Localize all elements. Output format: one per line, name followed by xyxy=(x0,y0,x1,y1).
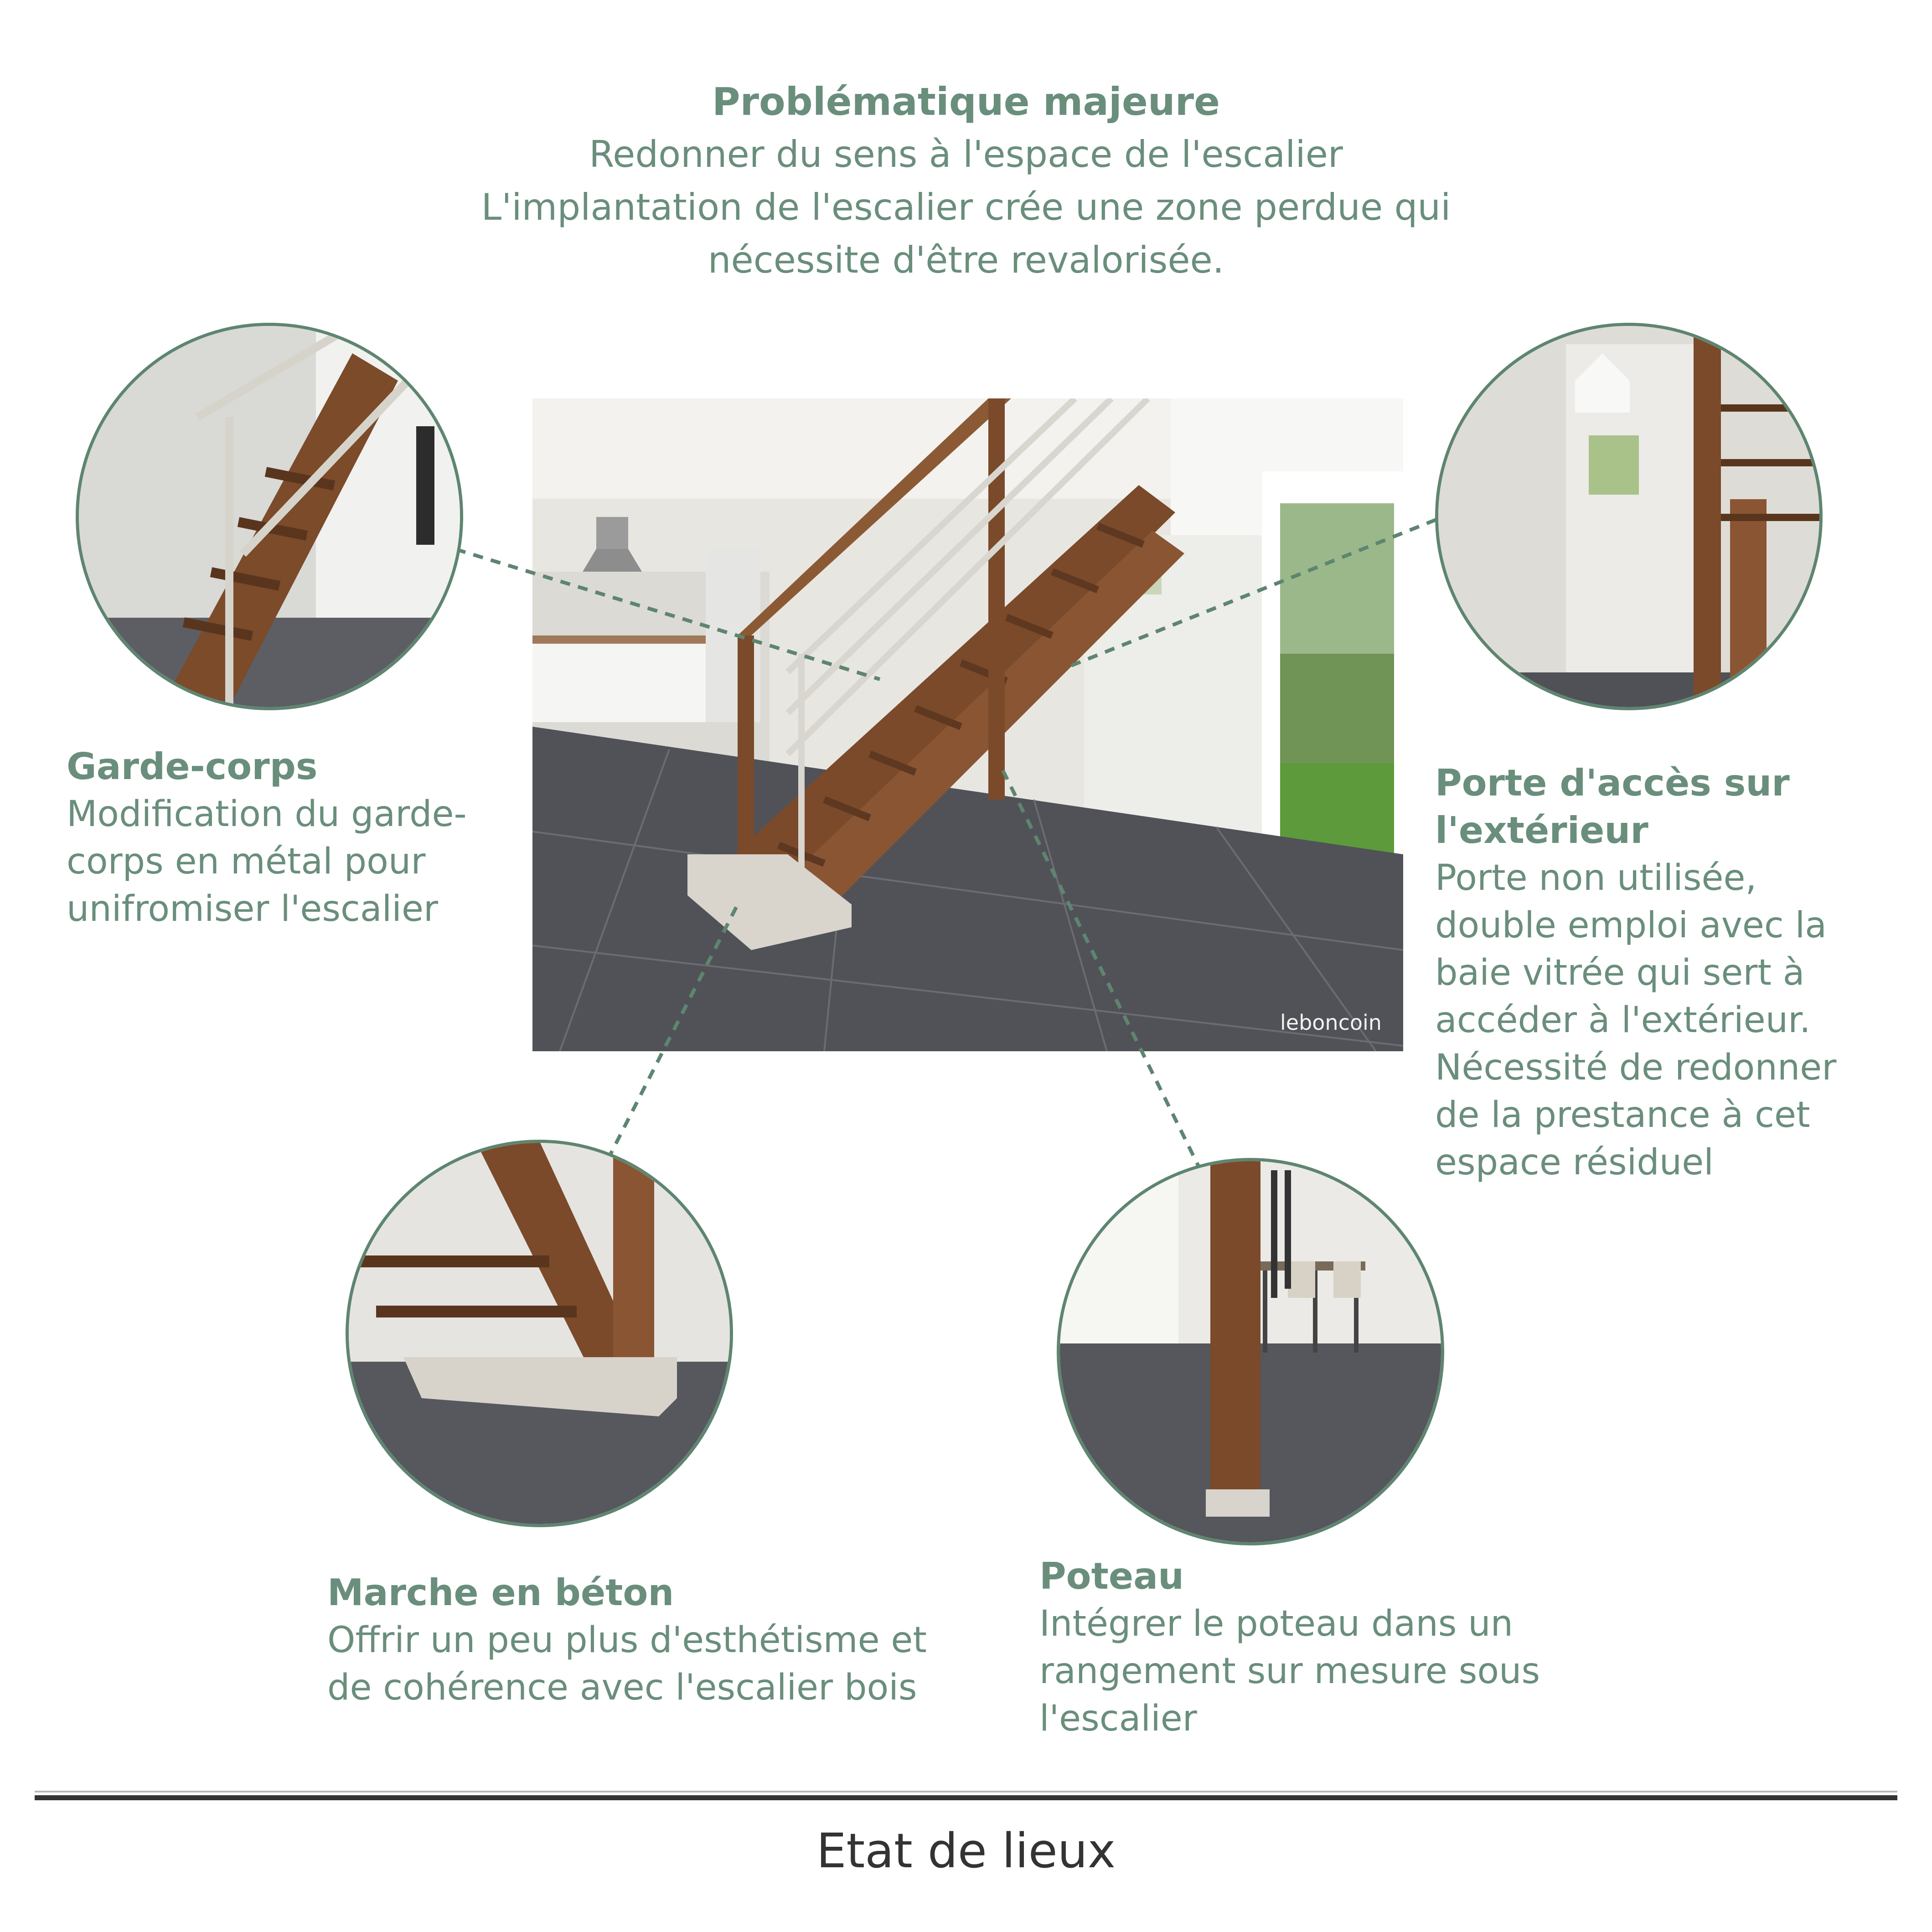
caption-title: Poteau xyxy=(1039,1555,1184,1597)
caption-line: Intégrer le poteau dans un xyxy=(1039,1603,1514,1644)
caption-title: l'extérieur xyxy=(1435,809,1648,852)
caption-poteau xyxy=(1039,1553,1540,1742)
caption-line: baie vitrée qui sert à xyxy=(1435,952,1805,993)
header-line: L'implantation de l'escalier crée une zone perdue qui xyxy=(481,186,1451,228)
footer-label: Etat de lieux xyxy=(816,1823,1116,1879)
page-title: Problématique majeure xyxy=(712,79,1220,124)
caption-line: corps en métal pour xyxy=(67,841,426,882)
connector-marche xyxy=(609,907,736,1158)
caption-marche xyxy=(327,1569,927,1711)
porte-illustration xyxy=(1438,326,1819,707)
connector-garde-corps xyxy=(456,549,880,679)
caption-line: Porte non utilisée, xyxy=(1435,858,1757,899)
caption-line: l'escalier xyxy=(1039,1698,1197,1739)
caption-line: Nécessité de redonner xyxy=(1435,1047,1837,1088)
garde-corps-illustration xyxy=(79,326,460,707)
poteau-illustration xyxy=(1060,1161,1441,1542)
caption-line: espace résiduel xyxy=(1435,1142,1714,1183)
caption-line: Modification du garde- xyxy=(67,794,467,835)
caption-line: Offrir un peu plus d'esthétisme et xyxy=(327,1620,927,1661)
caption-garde-corps xyxy=(67,743,467,933)
header-line: nécessite d'être revalorisée. xyxy=(708,239,1224,281)
poteau-photo xyxy=(1057,1158,1444,1545)
caption-porte xyxy=(1435,759,1836,1186)
garde-corps-photo xyxy=(76,323,463,710)
caption-line: de cohérence avec l'escalier bois xyxy=(327,1667,917,1708)
caption-title: Marche en béton xyxy=(327,1571,674,1614)
marche-photo xyxy=(346,1140,733,1527)
caption-title: Garde-corps xyxy=(67,745,318,788)
watermark-text: leboncoin xyxy=(1280,1010,1382,1035)
connector-porte xyxy=(1071,520,1436,666)
footer-divider xyxy=(35,1795,1897,1800)
caption-line: accéder à l'extérieur. xyxy=(1435,1000,1811,1041)
footer-divider-thin xyxy=(35,1791,1897,1793)
connector-poteau xyxy=(1003,770,1199,1167)
porte-photo xyxy=(1435,323,1823,710)
caption-line: double emploi avec la xyxy=(1435,905,1827,946)
caption-line: rangement sur mesure sous xyxy=(1039,1651,1540,1692)
marche-illustration xyxy=(349,1143,730,1524)
caption-line: unifromiser l'escalier xyxy=(67,889,439,930)
header-line: Redonner du sens à l'espace de l'escalier xyxy=(589,133,1343,176)
caption-line: de la prestance à cet xyxy=(1435,1095,1810,1136)
caption-title: Porte d'accès sur xyxy=(1435,762,1790,804)
